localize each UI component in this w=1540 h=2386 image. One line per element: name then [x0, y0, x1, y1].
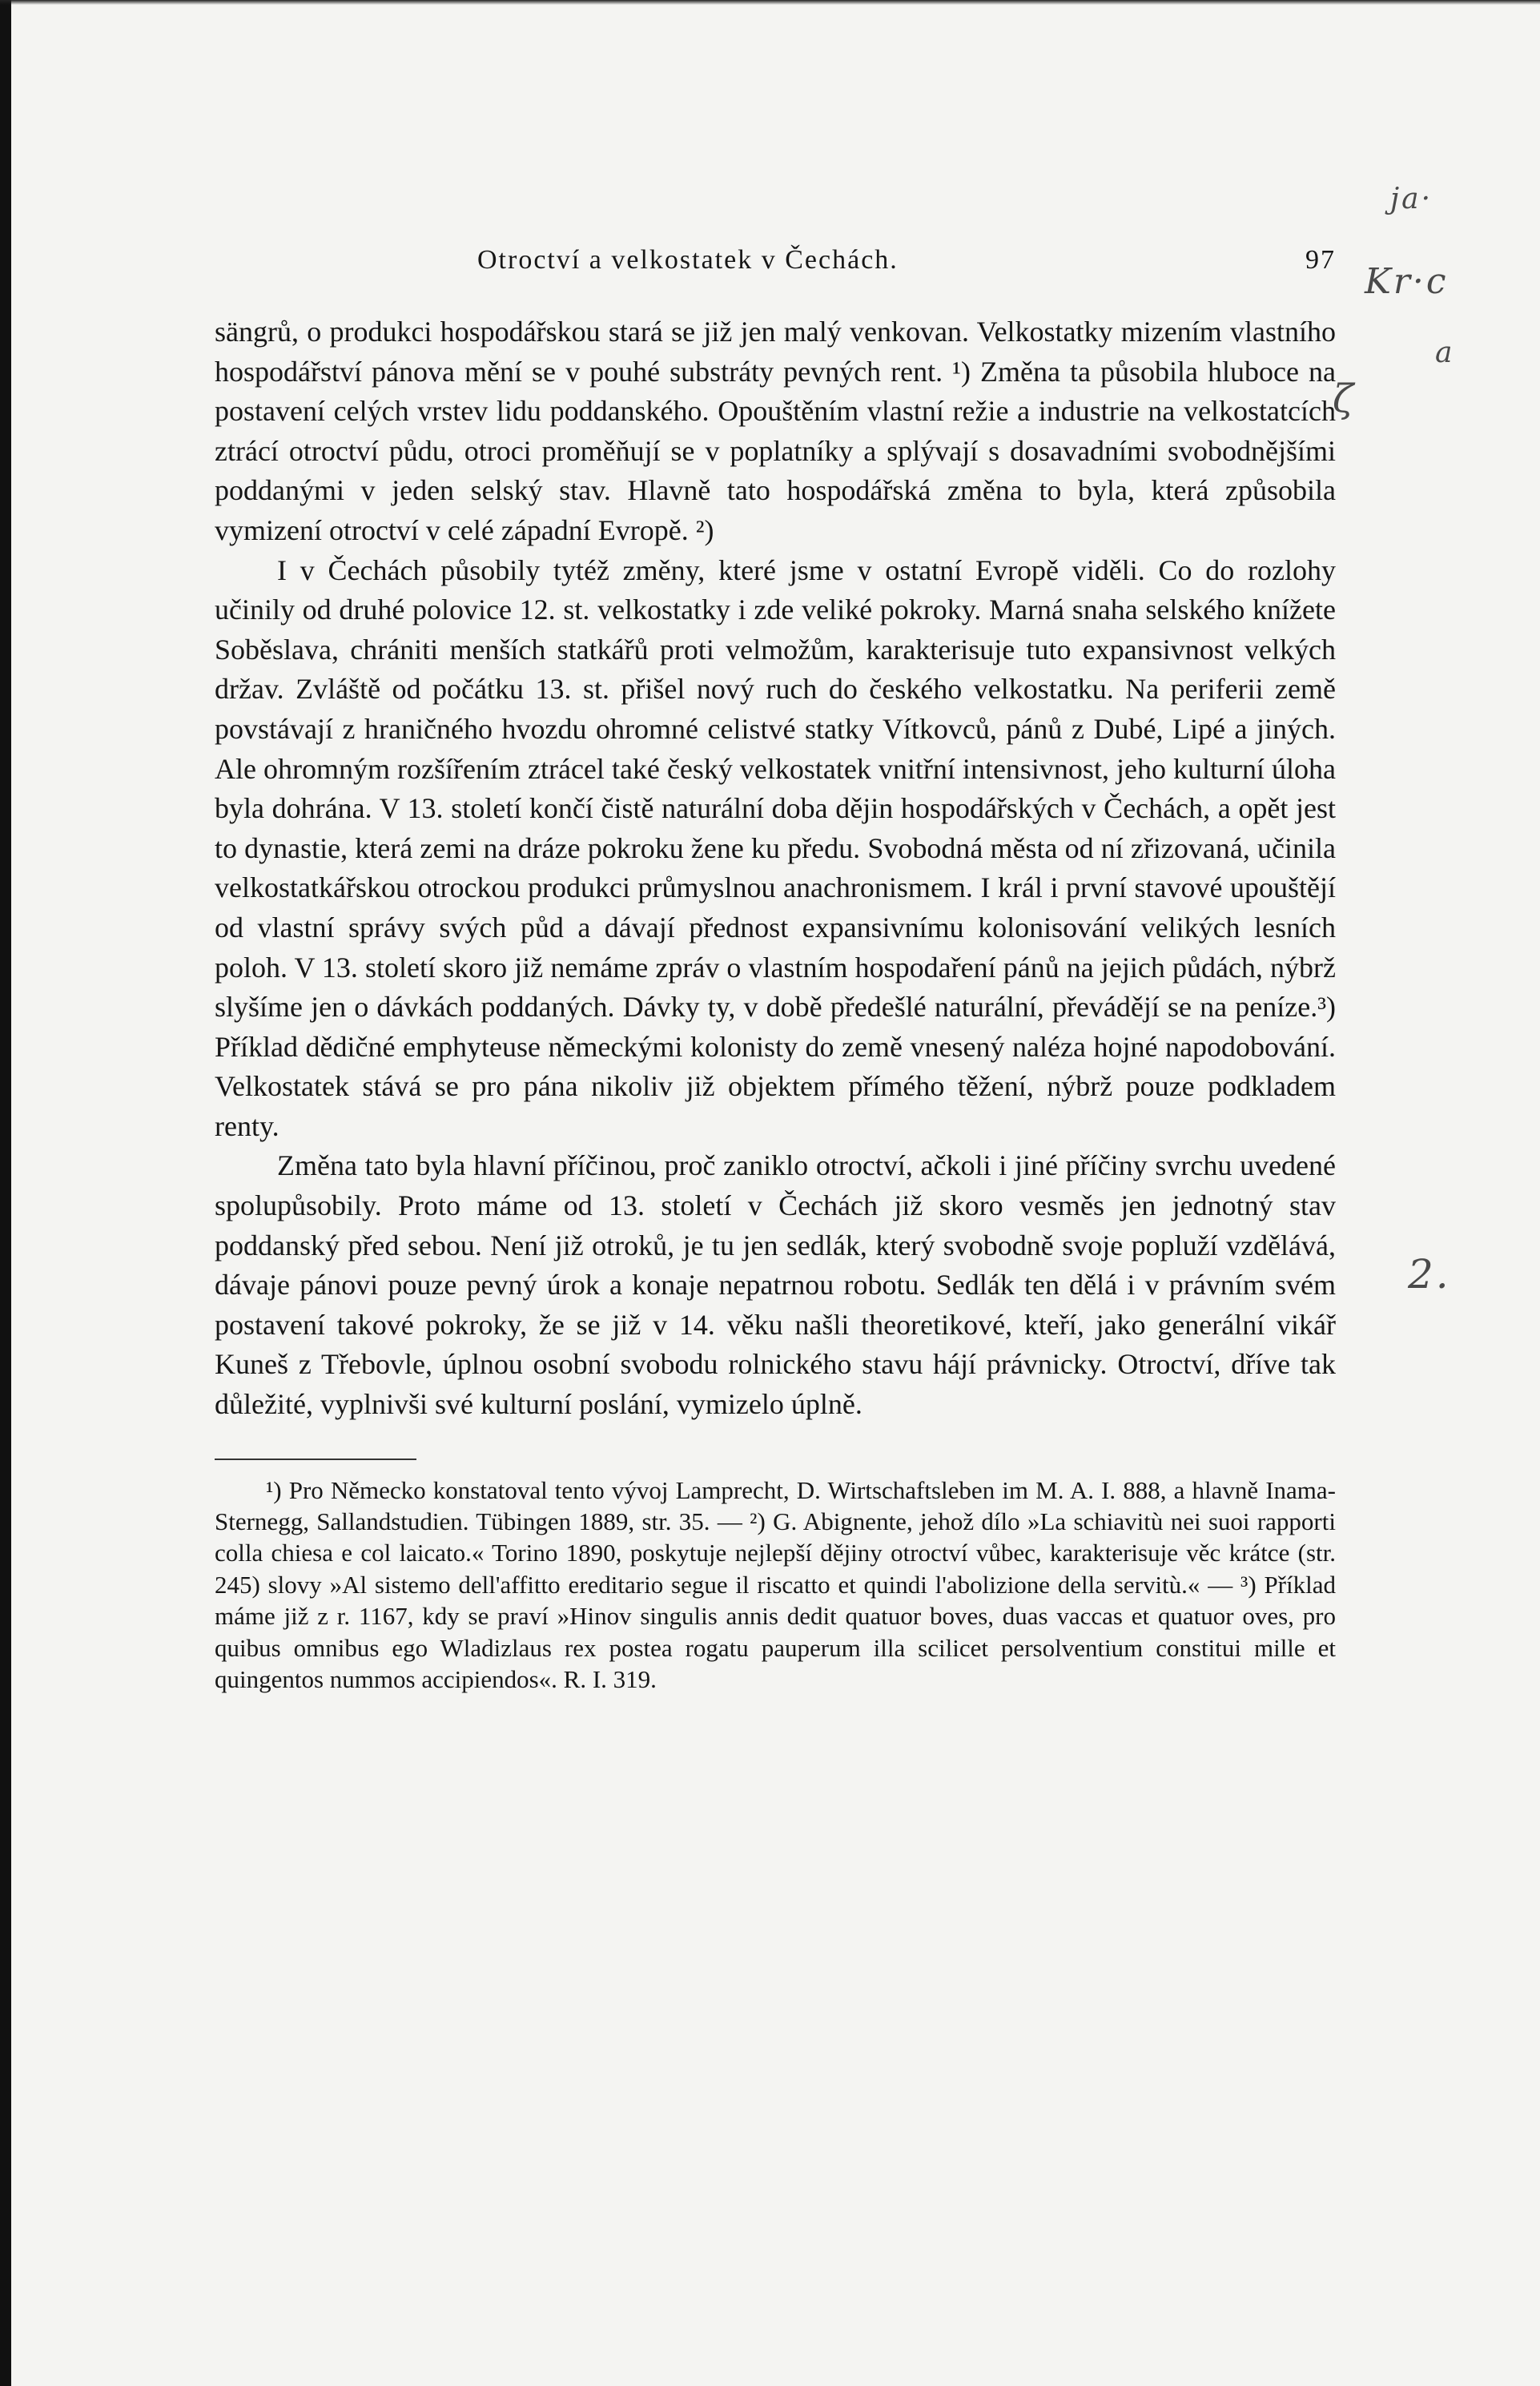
paragraph: Změna tato byla hlavní příčinou, proč zaniklo otroctví, ačkoli i jiné příčiny svrchu uvedené spolupůsobily. Proto máme od 13. století v Čechách již skoro vesměs jen jednotný stav poddanský před sebou. Není již otroků, je tu jen sedlák, který svobodně svoje popluží vzdělává, dávaje pánovi pouze pevný úrok a konaje nepatrnou robotu. Sedlák ten dělá i v právním svém postavení takové pokroky, že se již v 14. věku našli theoretikové, kteří, jako generální vikář Kuneš z Třebovle, úplnou osobní svobodu rolnického stavu hájí právnicky. Otroctví, dříve tak důležité, vyplnivši své kulturní poslání, vymizelo úplně.	[215, 1149, 1336, 1421]
page-content	[215, 232, 1336, 1695]
body-text	[215, 312, 1336, 1425]
running-head-title: Otroctví a velkostatek v Čechách.	[477, 245, 899, 275]
footnotes	[215, 1475, 1336, 1696]
scan-top-edge	[0, 0, 1540, 5]
paragraph: I v Čechách působily tytéž změny, které jsme v ostatní Evropě viděli. Co do rozlohy učinily od druhé polovice 12. st. velkostatky i zde veliké pokroky. Marná snaha selského knížete Soběslava, chrániti menších statkářů proti velmožům, karakterisuje tuto expansivnost velkých držav. Zvláště od počátku 13. st. přišel nový ruch do českého velkostatku. Na periferii země povstávají z hraničného hvozdu ohromné celistvé statky Vítkovců, pánů z Dubé, Lipé a jiných. Ale ohromným rozšířením ztrácel také český velkostatek vnitřní intensivnost, jeho kulturní úloha byla dohrána. V 13. století končí čistě naturální doba dějin hospodářských v Čechách, a opět jest to dynastie, která zemi na dráze pokroku žene ku předu. Svobodná města od ní zřizovaná, učinila velkostatkářskou otrockou produkci průmyslnou anachronismem. I král i první stavové upouštějí od vlastní správy svých půd a dávají přednost expansivnímu kolonisování velikých lesních poloh. V 13. století skoro již nemáme zpráv o vlastním hospodaření pánů na jejich půdách, nýbrž slyšíme jen o dávkách poddaných. Dávky ty, v době předešlé naturální, převádějí se na peníze.³) Příklad dědičné emphyteuse německými kolonisty do země vnesený naléza hojné napodobování. Velkostatek stává se pro pána nikoliv již objektem přímého těžení, nýbrž pouze podkladem renty.	[215, 553, 1336, 1142]
margin-note: 2.	[1408, 1251, 1451, 1298]
footnote-divider	[215, 1459, 416, 1460]
running-head	[215, 232, 1336, 280]
margin-note: ζ	[1333, 376, 1357, 421]
footnote-text: ¹) Pro Německo konstatoval tento vývoj Lamprecht, D. Wirtschaftsleben im M. A. I. 888, a hlavně Inama-Sternegg, Sallandstudien. Tübingen 1889, str. 35. — ²) G. Abignente, jehož dílo »La schiavitù nei suoi rapporti colla chiesa e col laicato.« Torino 1890, poskytuje nejlepší dějiny otroctví vůbec, karakterisuje věc krátce (str. 245) slovy »Al sistemo dell'affitto ereditario segue il riscatto et quindi l'abolizione della servitù.« — ³) Příklad máme již z r. 1167, kdy se praví »Hinov singulis annis dedit quatuor boves, duas vaccas et quatuor oves, pro quibus omnibus ego Wladizlaus rex postea rogatu pauperum illa scilicet persolventium constitui mille et quingentos nummos accipiendos«. R. I. 319.	[215, 1475, 1336, 1694]
scan-left-edge	[0, 0, 11, 2386]
page-number: 97	[1305, 245, 1336, 275]
margin-note: a	[1435, 336, 1455, 369]
margin-note: Kr·c	[1365, 261, 1449, 302]
paragraph: sängrů, o produkci hospodářskou stará se již jen malý venkovan. Velkostatky mizením vlastního hospodářství pánova mění se v pouhé substráty pevných rent. ¹) Změna ta působila hluboce na postavení celých vrstev lidu poddanského. Opouštěním vlastní režie a industrie na velkostatcích ztrácí otroctví půdu, otroci proměňují se v poplatníky a splývají s dosavadními svobodnějšími poddanými v jeden selský stav. Hlavně tato hospodářská změna to byla, která způsobila vymizení otroctví v celé západní Evropě. ²)	[215, 316, 1336, 546]
margin-note: ja·	[1390, 183, 1433, 215]
